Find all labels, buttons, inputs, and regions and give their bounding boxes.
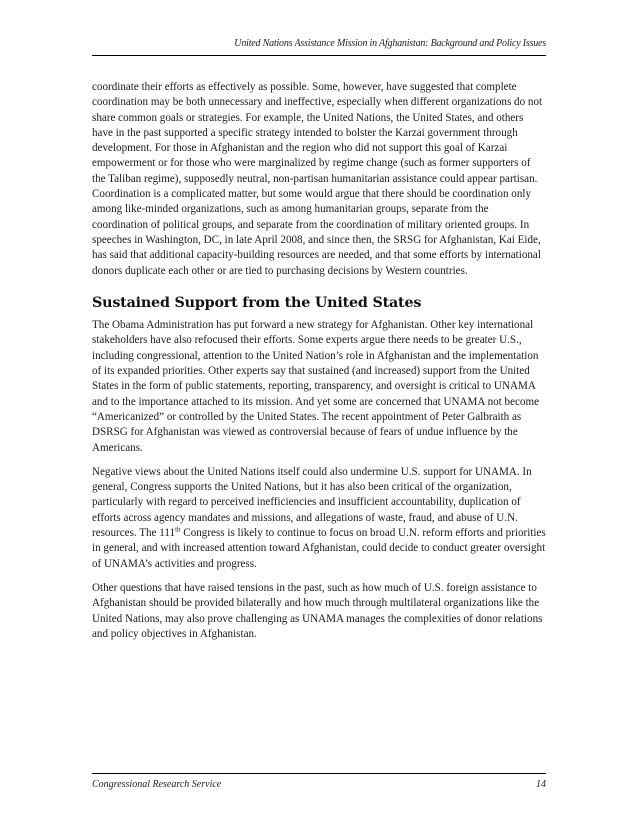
page-footer xyxy=(92,773,546,790)
page-body xyxy=(92,80,546,651)
page-number: 14 xyxy=(536,779,546,790)
paragraph-text-end: Congress is likely to continue to focus on broad U.N. reform efforts and priorities in general, and with increased attention toward Afghanistan, could decide to conduct greater oversight of UNAMA’s activities and progress. xyxy=(92,527,546,570)
paragraph-coordination: coordinate their efforts as effectively as possible. Some, however, have suggested that complete coordination may be both unnecessary and ineffective, especially when different organizations do not share common goals or strategies. For example, the United Nations, the United States, and others have in the past supported a specific strategy intended to bolster the Karzai government through development. For those in Afghanistan and the region who did not support this goal of Karzai empowerment or for those who were marginalized by regime change (such as former supporters of the Taliban regime), supposedly neutral, non-partisan humanitarian assistance could appear partisan. Coordination is a complicated matter, but some would argue that there should be coordination only among like-minded organizations, such as among humanitarian groups, separate from the coordination of political groups, and separate from the coordination of military oriented groups. In speeches in Washington, DC, in late April 2008, and since then, the SRSG for Afghanistan, Kai Eide, has said that additional capacity-building resources are needed, and that some efforts by international donors duplicate each other or are tied to purchasing decisions by Western countries. xyxy=(92,81,543,277)
paragraph-obama-strategy: The Obama Administration has put forward a new strategy for Afghanistan. Other key international stakeholders have also refocused their efforts. Some experts argue there needs to be greater U.S., including congressional, attention to the United Nation’s role in Afghanistan and the implementation of its expanded priorities. Other experts say that sustained (and increased) support from the United States in the form of public statements, reporting, transparency, and oversight is critical to UNAMA and to the importance attached to its mission. And yet some are concerned that UNAMA not become “Americanized” or controlled by the United States. The recent appointment of Peter Galbraith as DSRSG for Afghanistan was viewed as controversial because of fears of undue influence by the Americans. xyxy=(92,319,540,454)
running-header xyxy=(92,38,546,56)
footer-source: Congressional Research Service xyxy=(92,779,222,790)
running-title: United Nations Assistance Mission in Afghanistan: Background and Policy Issues xyxy=(234,38,546,49)
paragraph-text-start: Negative views about the United Nations itself could also undermine U.S. support for UNAMA. In general, Congress supports the United Nations, but it has also been critical of the organization, particularly with regard to perceived inefficiencies and insufficient accountability, duplication of efforts across agency mandates and missions, and allegations of waste, fraud, and abuse of U.N. resources. The 111 xyxy=(92,465,532,540)
paragraph-negative-views xyxy=(92,465,546,572)
paragraph-other-questions: Other questions that have raised tensions in the past, such as how much of U.S. foreign assistance to Afghanistan should be provided bilaterally and how much through multilateral organizations like the United Nations, may also prove challenging as UNAMA manages the complexities of donor relations and policy objectives in Afghanistan. xyxy=(92,581,543,640)
ordinal-superscript: th xyxy=(175,525,181,534)
section-heading: Sustained Support from the United States xyxy=(92,294,422,311)
